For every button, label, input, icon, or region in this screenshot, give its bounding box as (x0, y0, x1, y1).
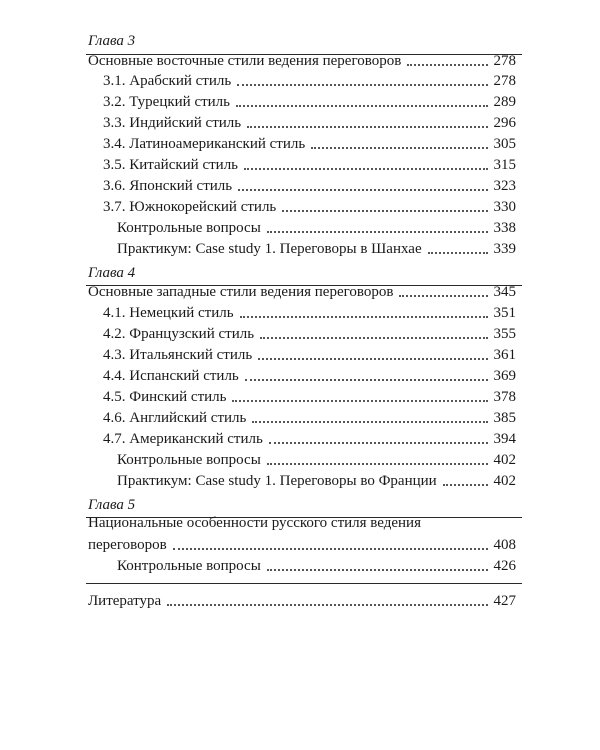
toc-entry-title: 4.3. Итальянский стиль (103, 347, 253, 363)
bibliography-entry[interactable] (88, 590, 516, 610)
dot-leader (443, 484, 488, 486)
toc-entry-title: Основные западные стили ведения переговоров (88, 284, 394, 300)
toc-entry[interactable] (117, 470, 516, 490)
toc-entry[interactable] (103, 407, 516, 427)
toc-entry-title: Контрольные вопросы (117, 558, 261, 574)
toc-entry-page: 339 (493, 241, 516, 257)
toc-entry[interactable] (103, 302, 516, 322)
toc-entry[interactable] (117, 555, 516, 575)
chapter-5-heading-line1[interactable]: Национальные особенности русского стиля ведения (88, 515, 421, 531)
toc-entry-title: Контрольные вопросы (117, 452, 261, 468)
toc-entry-title: 3.2. Турецкий стиль (103, 94, 231, 110)
toc-entry-title: Практикум: Case study 1. Переговоры во Франции (117, 473, 437, 489)
dot-leader (260, 337, 487, 339)
toc-entry-page: 351 (493, 305, 516, 321)
toc-entry[interactable] (117, 449, 516, 469)
toc-entry[interactable] (103, 91, 516, 111)
toc-entry[interactable] (117, 217, 516, 237)
toc-entry-page: 402 (493, 452, 516, 468)
toc-entry-title: Основные восточные стили ведения переговоров (88, 53, 402, 69)
toc-entry-title: Контрольные вопросы (117, 220, 261, 236)
toc-entry-page: 338 (493, 220, 516, 236)
toc-entry-page: 361 (493, 347, 516, 363)
dot-leader (407, 64, 487, 66)
toc-entry-page: 278 (493, 53, 516, 69)
toc-entry-page: 278 (493, 73, 516, 89)
dot-leader (258, 358, 487, 360)
toc-entry-title: 3.3. Индийский стиль (103, 115, 242, 131)
toc-entry-page: 408 (493, 537, 516, 553)
toc-entry-page: 402 (493, 473, 516, 489)
chapter-5-heading[interactable] (88, 534, 516, 554)
toc-entry-page: 296 (493, 115, 516, 131)
toc-entry-title: переговоров (88, 537, 167, 553)
toc-entry-title: 3.1. Арабский стиль (103, 73, 232, 89)
toc-entry-page: 305 (493, 136, 516, 152)
toc-entry[interactable] (103, 344, 516, 364)
toc-entry-page: 345 (493, 284, 516, 300)
toc-entry-page: 330 (493, 199, 516, 215)
dot-leader (399, 295, 487, 297)
toc-entry[interactable] (103, 365, 516, 385)
dot-leader (311, 147, 487, 149)
toc-entry-page: 427 (493, 593, 516, 609)
chapter-3-label: Глава 3 (88, 33, 136, 49)
toc-entry-title: 4.5. Финский стиль (103, 389, 227, 405)
dot-leader (269, 442, 488, 444)
toc-entry[interactable] (103, 133, 516, 153)
toc-entry-page: 426 (493, 558, 516, 574)
toc-entry-page: 323 (493, 178, 516, 194)
dot-leader (245, 379, 488, 381)
toc-entry[interactable] (103, 428, 516, 448)
toc-entry-page: 378 (493, 389, 516, 405)
toc-entry[interactable] (117, 238, 516, 258)
toc-entry[interactable] (103, 112, 516, 132)
toc-entry[interactable] (103, 196, 516, 216)
chapter-4-label: Глава 4 (88, 265, 136, 281)
chapter-4-heading[interactable] (88, 281, 516, 301)
toc-entry-page: 289 (493, 94, 516, 110)
dot-leader (167, 604, 487, 606)
dot-leader (232, 400, 487, 402)
dot-leader (244, 168, 487, 170)
chapter-3-heading[interactable] (88, 50, 516, 70)
toc-entry-page: 315 (493, 157, 516, 173)
toc-entry[interactable] (103, 175, 516, 195)
toc-entry[interactable] (103, 323, 516, 343)
toc-entry[interactable] (103, 386, 516, 406)
toc-entry[interactable] (103, 70, 516, 90)
toc-entry-title: 4.4. Испанский стиль (103, 368, 239, 384)
toc-entry-title: 3.5. Китайский стиль (103, 157, 239, 173)
dot-leader (252, 421, 487, 423)
dot-leader (267, 463, 488, 465)
toc-entry-title: Литература (88, 593, 162, 609)
dot-leader (236, 105, 487, 107)
toc-entry-page: 394 (493, 431, 516, 447)
toc-entry-title: 3.7. Южнокорейский стиль (103, 199, 277, 215)
toc-entry-title: 4.2. Французский стиль (103, 326, 255, 342)
toc-entry-title: Практикум: Case study 1. Переговоры в Шанхае (117, 241, 422, 257)
dot-leader (238, 189, 487, 191)
chapter-5-label: Глава 5 (88, 497, 136, 513)
toc-entry-title: 4.1. Немецкий стиль (103, 305, 234, 321)
toc-entry[interactable] (103, 154, 516, 174)
toc-entry-page: 355 (493, 326, 516, 342)
toc-entry-title: 3.6. Японский стиль (103, 178, 233, 194)
toc-entry-page: 369 (493, 368, 516, 384)
toc-entry-page: 385 (493, 410, 516, 426)
toc-entry-title: 3.4. Латиноамериканский стиль (103, 136, 306, 152)
dot-leader (237, 84, 487, 86)
dot-leader (240, 316, 488, 318)
dot-leader (173, 548, 488, 550)
dot-leader (428, 252, 488, 254)
dot-leader (267, 569, 488, 571)
dot-leader (282, 210, 487, 212)
dot-leader (247, 126, 487, 128)
toc-entry-title: 4.7. Американский стиль (103, 431, 263, 447)
toc-entry-title: 4.6. Английский стиль (103, 410, 247, 426)
bibliography-rule (86, 583, 522, 584)
dot-leader (267, 231, 488, 233)
